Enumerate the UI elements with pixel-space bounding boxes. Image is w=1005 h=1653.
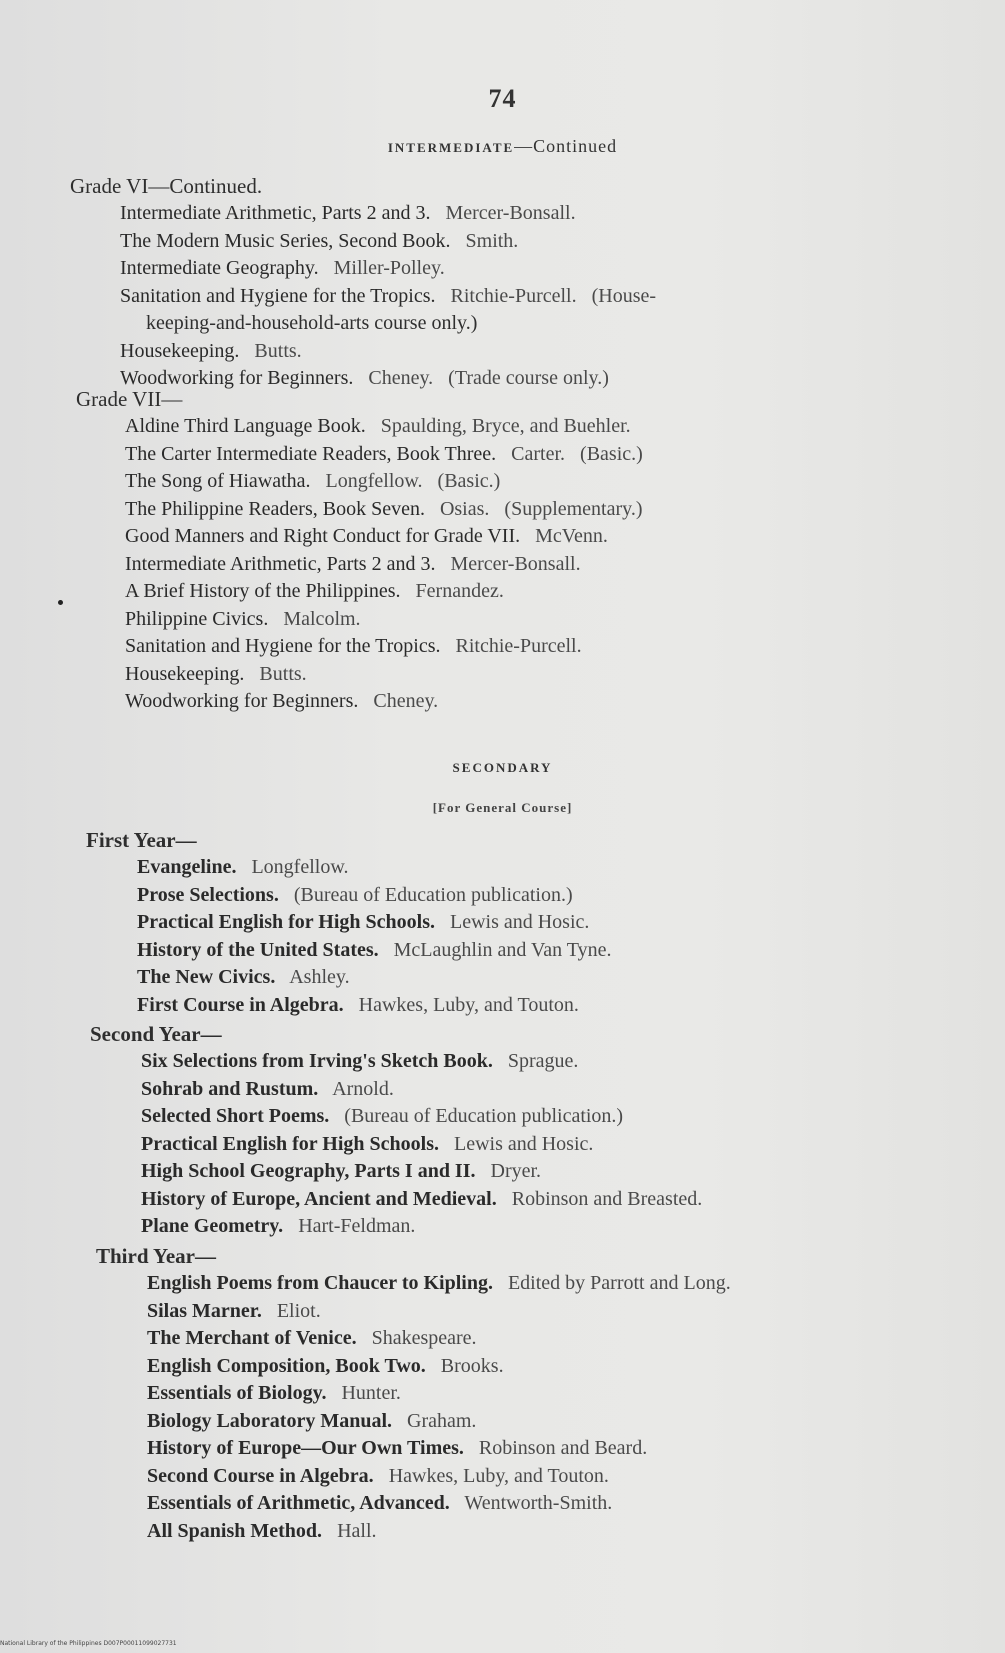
book-note: (Supplementary.)	[504, 497, 643, 520]
book-author: Lewis and Hosic.	[453, 1132, 594, 1155]
list-item	[147, 1353, 1005, 1381]
book-author: Arnold.	[332, 1077, 394, 1100]
list-item	[120, 283, 1005, 311]
book-title: English Poems from Chaucer to Kipling.	[147, 1272, 493, 1294]
book-author: Ashley.	[289, 966, 350, 988]
book-author: Carter.	[511, 442, 566, 465]
second-year-label: Second Year—	[90, 1022, 222, 1046]
grade-vii-section	[0, 385, 1005, 716]
book-author: Smith.	[465, 229, 519, 252]
book-title: Essentials of Biology.	[147, 1382, 327, 1404]
book-title: Intermediate Geography.	[120, 257, 319, 279]
book-author: Cheney.	[368, 367, 434, 389]
book-author: Cheney.	[373, 690, 439, 712]
book-title: Sohrab and Rustum.	[141, 1077, 319, 1100]
book-author: Hawkes, Luby, and Touton.	[388, 1464, 609, 1487]
book-title: History of Europe, Ancient and Medieval.	[141, 1187, 497, 1210]
book-author: Sprague.	[507, 1050, 579, 1072]
book-title: First Course in Algebra.	[137, 993, 344, 1016]
book-author: McLaughlin and Van Tyne.	[393, 938, 612, 961]
list-item	[125, 661, 1005, 689]
secondary-course-note: [For General Course]	[432, 800, 573, 815]
book-title: Sanitation and Hygiene for the Tropics.	[120, 284, 436, 307]
grade-vii-label: Grade VII—	[76, 387, 183, 411]
book-title: Plane Geometry.	[141, 1215, 284, 1237]
intermediate-heading	[0, 136, 1005, 157]
list-item	[147, 1270, 1005, 1298]
book-title: Second Course in Algebra.	[147, 1464, 374, 1487]
book-note: (Trade course only.)	[448, 367, 609, 389]
book-author: Robinson and Beard.	[478, 1437, 648, 1459]
book-author: Dryer.	[490, 1160, 542, 1182]
book-title: Selected Short Poems.	[141, 1105, 330, 1127]
list-item	[125, 496, 1005, 524]
list-item	[125, 688, 1005, 716]
book-author: Robinson and Breasted.	[511, 1187, 703, 1210]
list-item	[147, 1435, 1005, 1463]
book-author: Edited by Parrott and Long.	[507, 1272, 731, 1294]
list-item	[125, 606, 1005, 634]
list-item	[137, 909, 1005, 937]
list-item	[141, 1076, 1005, 1104]
book-author: Lewis and Hosic.	[449, 911, 590, 933]
list-item	[120, 255, 1005, 283]
list-item	[137, 964, 1005, 992]
book-title: The New Civics.	[137, 966, 276, 988]
intermediate-heading-rest: —Continued	[514, 136, 618, 156]
list-item	[125, 468, 1005, 496]
list-item	[141, 1213, 1005, 1241]
third-year-section	[0, 1242, 1005, 1545]
book-title: Philippine Civics.	[125, 607, 269, 630]
book-title: A Brief History of the Philippines.	[125, 580, 401, 602]
book-author: Graham.	[407, 1409, 477, 1432]
list-item	[147, 1380, 1005, 1408]
list-item	[125, 523, 1005, 551]
first-year-label: First Year—	[86, 828, 197, 852]
book-title: Silas Marner.	[147, 1299, 262, 1322]
book-title: Aldine Third Language Book.	[125, 415, 366, 437]
book-author: Butts.	[259, 662, 307, 685]
book-author: Shakespeare.	[371, 1327, 477, 1349]
book-author: Malcolm.	[283, 607, 361, 630]
scan-footer: National Library of the Philippines D007P00011099027731	[0, 1640, 177, 1647]
list-item	[147, 1518, 1005, 1546]
list-item	[141, 1131, 1005, 1159]
book-title: History of Europe—Our Own Times.	[147, 1437, 464, 1459]
book-title: Woodworking for Beginners.	[125, 690, 359, 712]
book-title: High School Geography, Parts I and II.	[141, 1160, 476, 1182]
book-author: Mercer-Bonsall.	[445, 202, 576, 224]
book-title: Practical English for High Schools.	[141, 1132, 439, 1155]
list-item	[120, 228, 1005, 256]
book-title: The Carter Intermediate Readers, Book Three.	[125, 442, 497, 465]
book-note: (House-	[591, 284, 657, 307]
book-author: Hall.	[337, 1519, 377, 1542]
grade-vi-label: Grade VI—Continued.	[70, 174, 263, 198]
secondary-heading	[0, 756, 1005, 777]
book-note: (Basic.)	[580, 442, 643, 465]
list-item	[125, 413, 1005, 441]
book-author: Brooks.	[440, 1354, 504, 1377]
list-item	[137, 937, 1005, 965]
book-author: Eliot.	[276, 1299, 321, 1322]
book-author: Ritchie-Purcell.	[450, 284, 577, 307]
book-author: Mercer-Bonsall.	[450, 552, 581, 575]
book-title: Housekeeping.	[125, 662, 245, 685]
list-item	[137, 882, 1005, 910]
list-item	[120, 200, 1005, 228]
second-year-section	[0, 1020, 1005, 1241]
list-item	[137, 854, 1005, 882]
book-title: History of the United States.	[137, 938, 379, 961]
book-author: Hawkes, Luby, and Touton.	[358, 993, 579, 1016]
secondary-heading-text: SECONDARY	[452, 760, 553, 775]
book-author: Fernandez.	[415, 580, 504, 602]
book-title: The Philippine Readers, Book Seven.	[125, 497, 425, 520]
list-item	[125, 578, 1005, 606]
book-title: Evangeline.	[137, 856, 237, 878]
margin-dot	[58, 600, 63, 605]
book-author: Wentworth-Smith.	[464, 1492, 613, 1514]
book-author: Hart-Feldman.	[298, 1215, 416, 1237]
book-author: Spaulding, Bryce, and Buehler.	[380, 415, 631, 437]
book-title: Good Manners and Right Conduct for Grade VII.	[125, 525, 521, 547]
list-item	[147, 1325, 1005, 1353]
book-title: Intermediate Arithmetic, Parts 2 and 3.	[120, 202, 431, 224]
list-item	[120, 338, 1005, 366]
list-item	[141, 1103, 1005, 1131]
book-title: Prose Selections.	[137, 883, 279, 906]
list-item	[147, 1298, 1005, 1326]
book-title: Six Selections from Irving's Sketch Book.	[141, 1050, 493, 1072]
third-year-label: Third Year—	[96, 1244, 216, 1268]
book-title: English Composition, Book Two.	[147, 1354, 426, 1377]
book-author: Butts.	[254, 339, 302, 362]
list-item	[125, 441, 1005, 469]
book-author: McVenn.	[535, 525, 608, 547]
page-number: 74	[488, 84, 517, 113]
book-author: Osias.	[439, 497, 490, 520]
list-item	[147, 1408, 1005, 1436]
intermediate-heading-caps: INTERMEDIATE	[387, 140, 515, 155]
list-item	[147, 1463, 1005, 1491]
book-title: Practical English for High Schools.	[137, 911, 435, 933]
book-title: Woodworking for Beginners.	[120, 367, 354, 389]
book-author: Miller-Polley.	[333, 257, 445, 279]
book-title: The Merchant of Venice.	[147, 1327, 357, 1349]
book-title: Biology Laboratory Manual.	[147, 1409, 393, 1432]
book-author: Ritchie-Purcell.	[455, 635, 582, 657]
book-note: (Basic.)	[437, 470, 501, 492]
book-author: (Bureau of Education publication.)	[344, 1105, 624, 1127]
list-item	[141, 1048, 1005, 1076]
grade-vi-section	[0, 172, 1005, 393]
book-author: Longfellow.	[251, 856, 349, 878]
book-title: The Song of Hiawatha.	[125, 470, 311, 492]
list-item	[141, 1158, 1005, 1186]
book-title: Intermediate Arithmetic, Parts 2 and 3.	[125, 552, 436, 575]
list-item	[137, 992, 1005, 1020]
book-title: Essentials of Arithmetic, Advanced.	[147, 1492, 450, 1514]
book-title: All Spanish Method.	[147, 1519, 323, 1542]
book-title: Housekeeping.	[120, 339, 240, 362]
list-item	[141, 1186, 1005, 1214]
book-title: Sanitation and Hygiene for the Tropics.	[125, 635, 441, 657]
book-author: (Bureau of Education publication.)	[293, 883, 573, 906]
list-item-continuation: keeping-and-household-arts course only.)	[146, 312, 478, 334]
list-item	[147, 1490, 1005, 1518]
book-author: Longfellow.	[325, 470, 423, 492]
book-author: Hunter.	[341, 1382, 401, 1404]
list-item	[125, 551, 1005, 579]
list-item	[125, 633, 1005, 661]
first-year-section	[0, 826, 1005, 1019]
book-title: The Modern Music Series, Second Book.	[120, 229, 451, 252]
